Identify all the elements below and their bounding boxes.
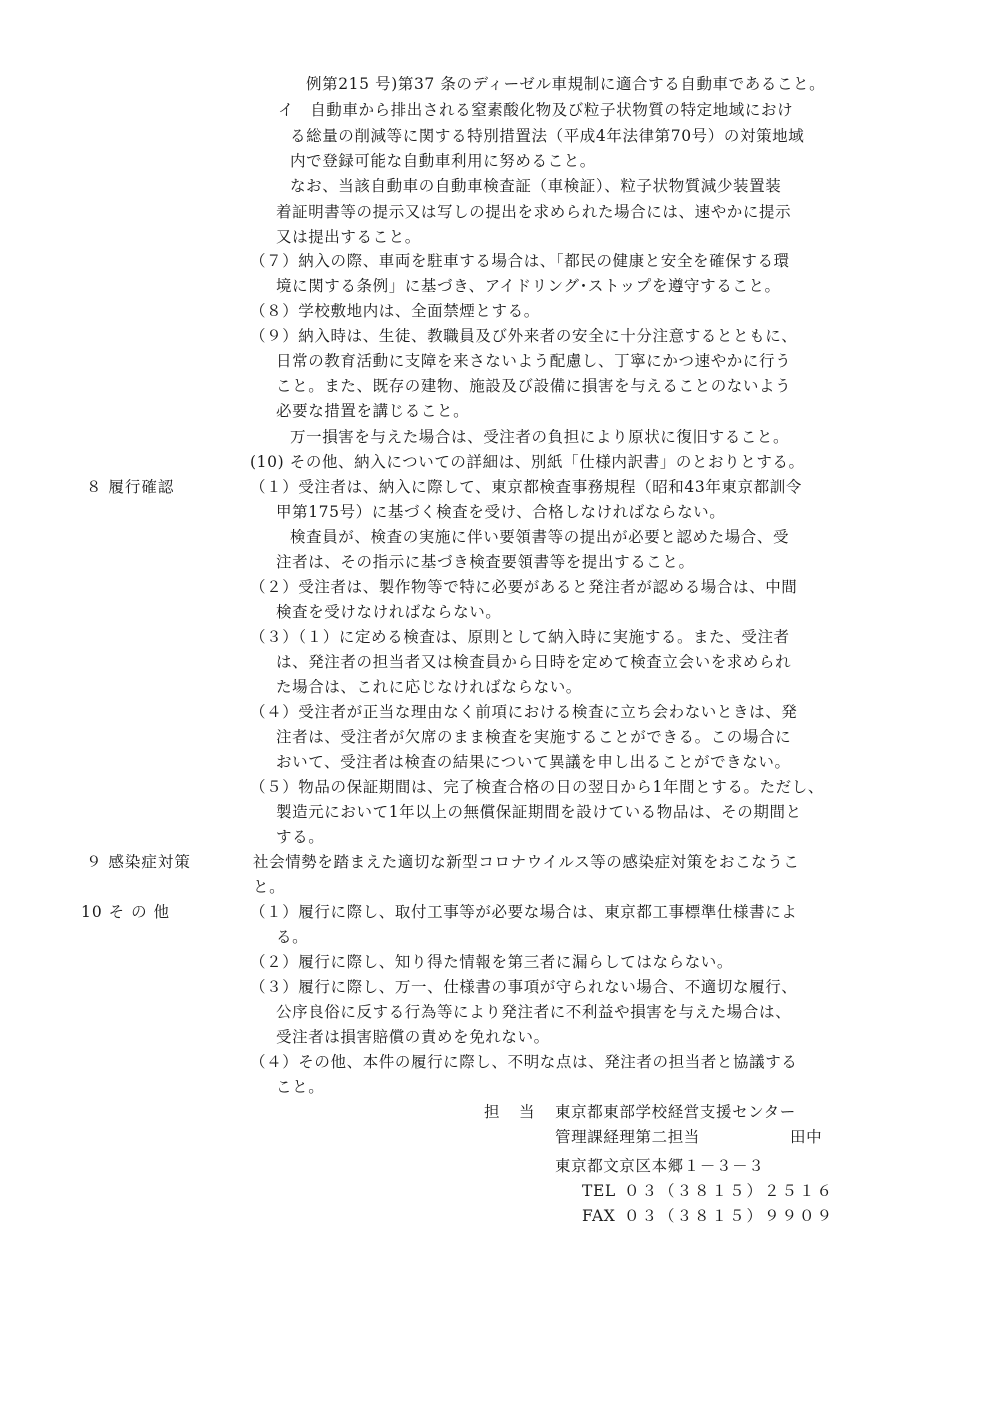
- section-heading: 10 そ の 他: [81, 903, 171, 921]
- text-line: 検査を受けなければならない。: [276, 603, 502, 621]
- contact-address: 東京都文京区本郷１－３－３: [555, 1157, 765, 1175]
- text-line: た場合は、これに応じなければならない。: [276, 678, 582, 696]
- contact-organization: 東京都東部学校経営支援センター: [555, 1103, 796, 1121]
- text-line: こと。: [276, 1078, 325, 1096]
- text-line: 内で登録可能な自動車利用に努めること。: [290, 152, 596, 170]
- text-line: （３）（１）に定める検査は、原則として納入時に実施する。また、受注者: [250, 628, 790, 646]
- contact-department: 管理課経理第二担当: [555, 1128, 700, 1146]
- text-line: 注者は、その指示に基づき検査要領書等を提出すること。: [276, 553, 695, 571]
- tel-number: ０３（３８１５）２５１６: [624, 1182, 835, 1200]
- section-heading: ９ 感染症対策: [86, 853, 191, 871]
- text-line: おいて、受注者は検査の結果について異議を申し出ることができない。: [276, 753, 791, 771]
- tel-label: TEL: [582, 1182, 616, 1200]
- text-line: （４）受注者が正当な理由なく前項における検査に立ち会わないときは、発: [250, 703, 798, 721]
- text-line: こと。また、既存の建物、施設及び設備に損害を与えることのないよう: [276, 377, 792, 395]
- text-line: （３）履行に際し、万一、仕様書の事項が守られない場合、不適切な履行、: [250, 978, 798, 996]
- text-line: （２）受注者は、製作物等で特に必要があると発注者が認める場合は、中間: [250, 578, 798, 596]
- text-line: る総量の削減等に関する特別措置法（平成4年法律第70号）の対策地域: [290, 127, 805, 145]
- text-line: （１）履行に際し、取付工事等が必要な場合は、東京都工事標準仕様書によ: [250, 903, 798, 921]
- text-line: 社会情勢を踏まえた適切な新型コロナウイルス等の感染症対策をおこなうこ: [253, 853, 800, 871]
- text-line: （９）納入時は、生徒、教職員及び外来者の安全に十分注意するとともに、: [250, 327, 798, 345]
- text-line: 注者は、受注者が欠席のまま検査を実施することができる。この場合に: [276, 728, 792, 746]
- text-line: （８）学校敷地内は、全面禁煙とする。: [250, 302, 540, 320]
- text-line: （７）納入の際、車両を駐車する場合は、「都民の健康と安全を確保する環: [250, 252, 790, 270]
- text-line: 検査員が、検査の実施に伴い要領書等の提出が必要と認めた場合、受: [290, 528, 790, 546]
- contact-label: 担 当: [484, 1103, 537, 1121]
- text-line: 必要な措置を講じること。: [276, 402, 470, 420]
- text-line: （５）物品の保証期間は、完了検査合格の日の翌日から1年間とする。ただし、: [250, 778, 824, 796]
- text-line: 例第215 号)第37 条のディーゼル車規制に適合する自動車であること。: [306, 75, 826, 93]
- text-line: 万一損害を与えた場合は、受注者の負担により原状に復旧すること。: [290, 428, 790, 446]
- text-line: （４）その他、本件の履行に際し、不明な点は、発注者の担当者と協議する: [250, 1053, 798, 1071]
- text-line: と。: [253, 878, 286, 896]
- text-line: なお、当該自動車の自動車検査証（車検証）、粒子状物質減少装置装: [290, 177, 782, 195]
- text-line: 日常の教育活動に支障を来さないよう配慮し、丁寧にかつ速やかに行う: [276, 352, 792, 370]
- text-line: イ 自動車から排出される窒素酸化物及び粒子状物質の特定地域におけ: [278, 101, 794, 119]
- fax-label: FAX: [582, 1207, 616, 1225]
- contact-person: 田中: [790, 1128, 823, 1146]
- text-line: 甲第175号）に基づく検査を受け、合格しなければならない。: [276, 503, 726, 521]
- text-line: 公序良俗に反する行為等により発注者に不利益や損害を与えた場合は、: [276, 1003, 792, 1021]
- text-line: 受注者は損害賠償の責めを免れない。: [276, 1028, 550, 1046]
- text-line: 着証明書等の提示又は写しの提出を求められた場合には、速やかに提示: [276, 203, 792, 221]
- fax-number: ０３（３８１５）９９０９: [624, 1207, 835, 1225]
- text-line: る。: [276, 928, 309, 946]
- text-line: （２）履行に際し、知り得た情報を第三者に漏らしてはならない。: [250, 953, 734, 971]
- text-line: (10) その他、納入についての詳細は、別紙「仕様内訳書」のとおりとする。: [250, 453, 805, 471]
- text-line: する。: [276, 828, 325, 846]
- text-line: 又は提出すること。: [276, 228, 421, 246]
- section-heading: ８ 履行確認: [86, 478, 175, 496]
- text-line: （１）受注者は、納入に際して、東京都検査事務規程（昭和43年東京都訓令: [250, 478, 802, 496]
- text-line: 製造元において1年以上の無償保証期間を設けている物品は、その期間と: [276, 803, 802, 821]
- text-line: は、発注者の担当者又は検査員から日時を定めて検査立会いを求められ: [276, 653, 792, 671]
- text-line: 境に関する条例」に基づき、アイドリング･ストップを遵守すること。: [276, 277, 781, 295]
